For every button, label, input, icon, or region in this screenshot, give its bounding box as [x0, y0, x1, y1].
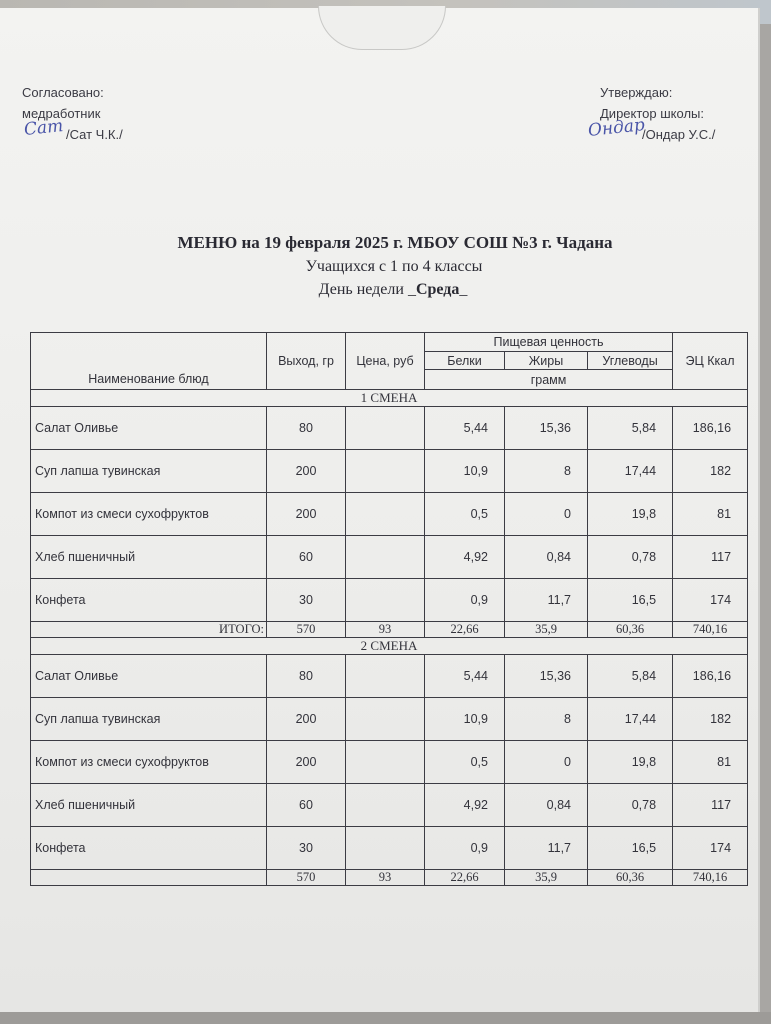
medic-name: /Сат Ч.К./ — [66, 127, 123, 142]
dish-name: Суп лапша тувинская — [31, 698, 267, 741]
header-output: Выход, гр — [267, 333, 346, 390]
dish-output: 30 — [267, 827, 346, 870]
dish-fats: 0,84 — [505, 536, 588, 579]
dish-fats: 0 — [505, 493, 588, 536]
dish-proteins: 10,9 — [425, 450, 505, 493]
dish-carbs: 17,44 — [588, 450, 673, 493]
dish-carbs: 0,78 — [588, 784, 673, 827]
dish-carbs: 16,5 — [588, 579, 673, 622]
dish-name: Хлеб пшеничный — [31, 536, 267, 579]
agreed-label: Согласовано: — [22, 85, 104, 100]
dish-output: 30 — [267, 579, 346, 622]
header-proteins: Белки — [425, 352, 505, 370]
dish-row — [31, 407, 748, 450]
medic-role: медработник — [22, 106, 101, 121]
total-price: 93 — [346, 622, 425, 638]
dish-proteins: 0,5 — [425, 493, 505, 536]
total-label — [31, 870, 267, 886]
dish-row — [31, 784, 748, 827]
dish-name: Салат Оливье — [31, 407, 267, 450]
dish-proteins: 4,92 — [425, 784, 505, 827]
dish-name: Хлеб пшеничный — [31, 784, 267, 827]
total-output: 570 — [267, 870, 346, 886]
total-carbs: 60,36 — [588, 870, 673, 886]
dish-proteins: 4,92 — [425, 536, 505, 579]
dish-output: 80 — [267, 655, 346, 698]
total-energy: 740,16 — [673, 870, 748, 886]
dish-fats: 11,7 — [505, 579, 588, 622]
dish-output: 200 — [267, 493, 346, 536]
header-units: грамм — [425, 370, 673, 390]
dish-carbs: 5,84 — [588, 407, 673, 450]
menu-subtitle: Учащихся с 1 по 4 классы — [305, 258, 483, 275]
total-fats: 35,9 — [505, 870, 588, 886]
header-fats: Жиры — [505, 352, 588, 370]
dish-proteins: 10,9 — [425, 698, 505, 741]
dish-energy: 117 — [673, 784, 748, 827]
shift-label: 2 СМЕНА — [31, 638, 748, 655]
weekday-value: Среда — [415, 281, 460, 298]
dish-price — [346, 450, 425, 493]
menu-table — [30, 332, 748, 886]
dish-price — [346, 784, 425, 827]
dish-energy: 174 — [673, 827, 748, 870]
director-signature: Ондар — [587, 115, 646, 141]
dish-fats: 0,84 — [505, 784, 588, 827]
total-energy: 740,16 — [673, 622, 748, 638]
dish-energy: 81 — [673, 741, 748, 784]
dish-name: Компот из смеси сухофруктов — [31, 493, 267, 536]
weekday-suffix: _ — [459, 281, 468, 298]
total-label: ИТОГО: — [31, 622, 267, 638]
dish-row — [31, 698, 748, 741]
dish-output: 80 — [267, 407, 346, 450]
dish-output: 200 — [267, 698, 346, 741]
dish-price — [346, 407, 425, 450]
header-nutrition: Пищевая ценность — [425, 333, 673, 352]
total-price: 93 — [346, 870, 425, 886]
total-output: 570 — [267, 622, 346, 638]
approve-label: Утверждаю: — [600, 85, 673, 100]
dish-row — [31, 536, 748, 579]
sleeve-notch — [318, 6, 446, 50]
total-carbs: 60,36 — [588, 622, 673, 638]
dish-carbs: 17,44 — [588, 698, 673, 741]
dish-price — [346, 741, 425, 784]
dish-price — [346, 827, 425, 870]
dish-energy: 81 — [673, 493, 748, 536]
dish-name: Конфета — [31, 579, 267, 622]
approval-right — [587, 82, 716, 142]
header-price: Цена, руб — [346, 333, 425, 390]
total-proteins: 22,66 — [425, 622, 505, 638]
dish-energy: 182 — [673, 450, 748, 493]
dish-row — [31, 579, 748, 622]
dish-fats: 15,36 — [505, 407, 588, 450]
menu-body — [31, 390, 748, 886]
dish-output: 60 — [267, 784, 346, 827]
dish-carbs: 16,5 — [588, 827, 673, 870]
dish-proteins: 0,9 — [425, 827, 505, 870]
dish-price — [346, 493, 425, 536]
dish-row — [31, 655, 748, 698]
dish-proteins: 0,9 — [425, 579, 505, 622]
dish-price — [346, 579, 425, 622]
director-name: /Ондар У.С./ — [642, 127, 716, 142]
menu-title: МЕНЮ на 19 февраля 2025 г. МБОУ СОШ №3 г. Чадана — [177, 233, 613, 252]
header-energy: ЭЦ Ккал — [673, 333, 748, 390]
dish-carbs: 19,8 — [588, 741, 673, 784]
dish-energy: 186,16 — [673, 407, 748, 450]
header-carbs: Углеводы — [588, 352, 673, 370]
menu-title-block — [0, 233, 760, 299]
dish-fats: 8 — [505, 450, 588, 493]
shift-row — [31, 638, 748, 655]
dish-output: 60 — [267, 536, 346, 579]
approval-left — [22, 82, 123, 142]
dish-energy: 174 — [673, 579, 748, 622]
dish-name: Салат Оливье — [31, 655, 267, 698]
dish-energy: 182 — [673, 698, 748, 741]
dish-carbs: 5,84 — [588, 655, 673, 698]
total-fats: 35,9 — [505, 622, 588, 638]
dish-name: Компот из смеси сухофруктов — [31, 741, 267, 784]
dish-name: Конфета — [31, 827, 267, 870]
dish-fats: 15,36 — [505, 655, 588, 698]
dish-row — [31, 450, 748, 493]
dish-row — [31, 827, 748, 870]
dish-price — [346, 698, 425, 741]
dish-energy: 117 — [673, 536, 748, 579]
header-dish-name: Наименование блюд — [31, 333, 267, 390]
dish-row — [31, 741, 748, 784]
dish-proteins: 5,44 — [425, 407, 505, 450]
dish-fats: 0 — [505, 741, 588, 784]
dish-row — [31, 493, 748, 536]
dish-energy: 186,16 — [673, 655, 748, 698]
total-row — [31, 622, 748, 638]
dish-proteins: 5,44 — [425, 655, 505, 698]
total-proteins: 22,66 — [425, 870, 505, 886]
shelf-background — [0, 1012, 771, 1024]
shift-row — [31, 390, 748, 407]
dish-carbs: 0,78 — [588, 536, 673, 579]
dish-name: Суп лапша тувинская — [31, 450, 267, 493]
dish-proteins: 0,5 — [425, 741, 505, 784]
dish-carbs: 19,8 — [588, 493, 673, 536]
dish-output: 200 — [267, 450, 346, 493]
director-role: Директор школы: — [600, 106, 704, 121]
dish-price — [346, 536, 425, 579]
dish-fats: 8 — [505, 698, 588, 741]
total-row — [31, 870, 748, 886]
dish-price — [346, 655, 425, 698]
dish-output: 200 — [267, 741, 346, 784]
weekday-prefix: День недели _ — [318, 281, 416, 298]
shift-label: 1 СМЕНА — [31, 390, 748, 407]
medic-signature: Сат — [23, 116, 65, 141]
dish-fats: 11,7 — [505, 827, 588, 870]
weekday-line — [26, 281, 760, 299]
